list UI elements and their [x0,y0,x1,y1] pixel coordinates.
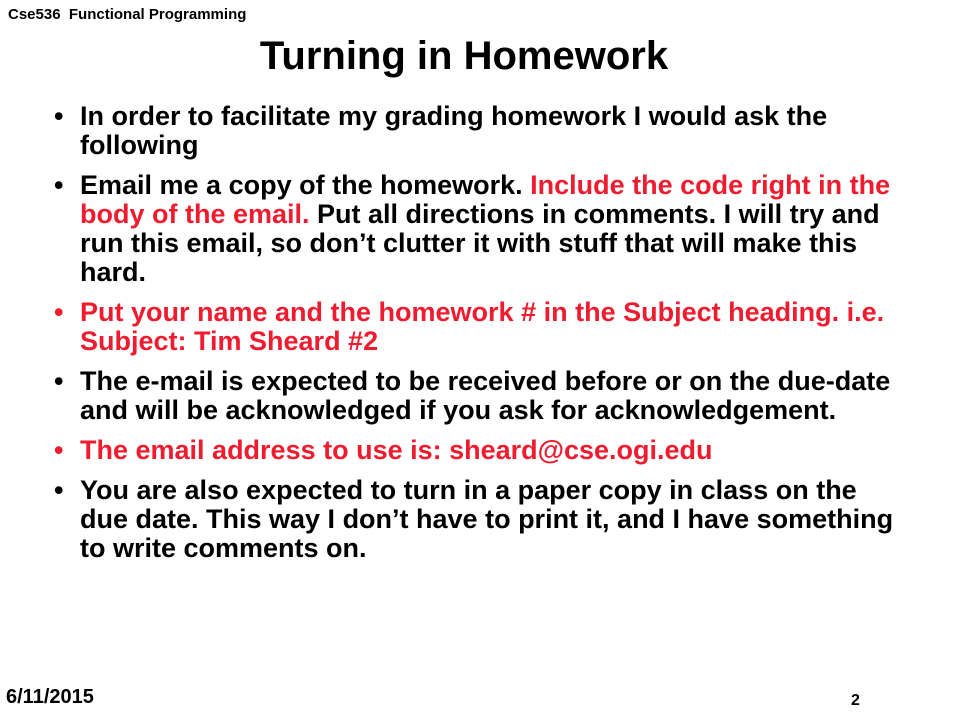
bullet-marker: • [54,435,64,465]
bullet-text: Put all directions in comments. I will try and run this email, so don’t clutter it with stuff that will make this hard. [80,199,880,287]
bullet-item [54,476,894,563]
bullet-item [54,171,894,287]
bullet-item [54,367,894,425]
bullet-text: The email address to use is: sheard@cse.ogi.edu [80,435,713,465]
bullet-text: Email me a copy of the homework. [80,170,531,200]
bullet-item [54,298,894,356]
bullet-item [54,102,894,160]
bullet-marker: • [54,101,64,131]
bullet-item [54,436,894,465]
bullet-marker: • [54,475,64,505]
bullet-marker: • [54,297,64,327]
bullet-text: Put your name and the homework # in the Subject heading. i.e. Subject: Tim Sheard #2 [80,297,885,356]
bullet-text: In order to facilitate my grading homework I would ask the following [80,101,828,160]
bullet-text: The e-mail is expected to be received before or on the due-date and will be acknowledged if you ask for acknowledgement. [80,366,891,425]
slide-title: Turning in Homework [259,34,669,78]
footer-date: 6/11/2015 [6,686,94,708]
course-header: Cse536 Functional Programming [8,6,247,23]
bullet-marker: • [54,170,64,200]
bullet-text-highlight: Include the code right in the body of the email. [80,170,891,229]
bullet-list [54,102,894,574]
bullet-marker: • [54,366,64,396]
page-number: 2 [851,692,860,709]
bullet-text: You are also expected to turn in a paper copy in class on the due date. This way I don’t have to print it, and I have something to write comments on. [80,475,894,563]
